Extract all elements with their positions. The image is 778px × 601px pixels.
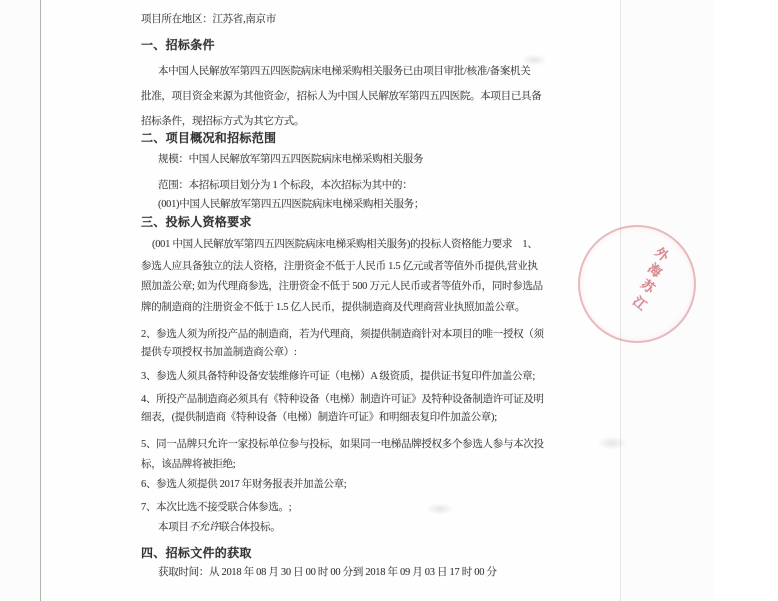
scope-line: 范围：本招标项目划分为 1 个标段，本次招标为其中的： [158,180,413,191]
section-3-heading: 三、投标人资格要求 [141,215,252,229]
qualification-req-2-line-1: 2、参选人须为所投产品的制造商，若为代理商，须提供制造商针对本项目的唯一授权（须 [141,329,544,340]
qualification-req-1-line-4: 牌的制造商的注册资金不低于 1.5 亿人民币，提供制造商及代理商营业执照加盖公章。 [141,302,526,313]
seal-character: 苏 [638,276,658,297]
section-1-paragraph-line-3: 招标条件，现招标方式为其它方式。 [141,116,305,127]
document-page [40,0,672,601]
seal-character: 海 [645,260,665,281]
scan-smudge [597,436,627,450]
qualification-req-7-line: 7、本次比选不接受联合体参选。; [141,502,292,513]
no-consortium-line [158,518,280,538]
obtain-time-line: 获取时间：从 2018 年 08 月 30 日 00 时 00 分到 2018 年 09 月 03 日 17 时 00 分 [158,567,497,578]
seal-character: 江 [630,293,650,314]
scan-smudge [426,503,454,515]
seal-circle-icon [578,225,696,343]
qualification-req-6-line: 6、参选人须提供 2017 年财务报表并加盖公章; [141,479,347,490]
section-1-paragraph-line-1: 本中国人民解放军第四五四医院病床电梯采购相关服务已由项目审批/核准/备案机关 [158,66,531,77]
project-region-line: 项目所在地区：江苏省,南京市 [141,14,276,25]
scan-smudge [521,54,547,66]
section-2-heading: 二、项目概况和招标范围 [141,131,277,145]
qualification-req-5-line-1: 5、同一品牌只允许一家投标单位参与投标，如果同一电梯品牌授权多个参选人参与本次投 [141,439,544,450]
qualification-req-2-line-2: 提供专项授权书加盖制造商公章）: [141,347,297,358]
lot-001-line: (001)中国人民解放军第四五四医院病床电梯采购相关服务； [158,199,425,210]
qualification-req-5-line-2: 标，该品牌将被拒绝; [141,459,236,470]
section-1-heading: 一、招标条件 [141,38,215,52]
section-4-heading: 四、招标文件的获取 [141,546,252,560]
scale-line: 规模：中国人民解放军第四五四医院病床电梯采购相关服务 [158,154,424,165]
qualification-req-1-line-2: 参选人应具备独立的法人资格，注册资金不低于人民币 1.5 亿元或者等值外币提供,营业执 [141,261,538,272]
qualification-req-3-line: 3、参选人须具备特种设备安装维修许可证（电梯）A 级资质，提供证书复印件加盖公章; [141,371,535,382]
qualification-req-4-line-2: 细表，(提供制造商《特种设备（电梯）制造许可证》和明细表复印件加盖公章); [141,412,497,423]
red-seal-stamp [578,225,778,339]
section-1-paragraph-line-2: 批准，项目资金来源为其他资金/，招标人为中国人民解放军第四五四医院。本项目已具备 [141,91,542,102]
no-consortium-prefix: 本项目 [158,522,189,533]
seal-character: 外 [652,244,672,265]
qualification-req-1-line-3: 照加盖公章; 如为代理商参选，注册资金不低于 500 万元人民币或者等值外币，同时参选品 [141,281,543,292]
qualification-req-4-line-1: 4、所投产品制造商必须具有《特种设备（电梯）制造许可证》及特种设备制造许可证及明 [141,394,544,405]
no-consortium-suffix: 联合体投标。 [219,522,281,533]
qualification-req-1-line-1: (001 中国人民解放军第四五四医院病床电梯采购相关服务)的投标人资格能力要求 1、 [152,239,538,250]
no-consortium-italic: 不允许 [188,522,220,533]
